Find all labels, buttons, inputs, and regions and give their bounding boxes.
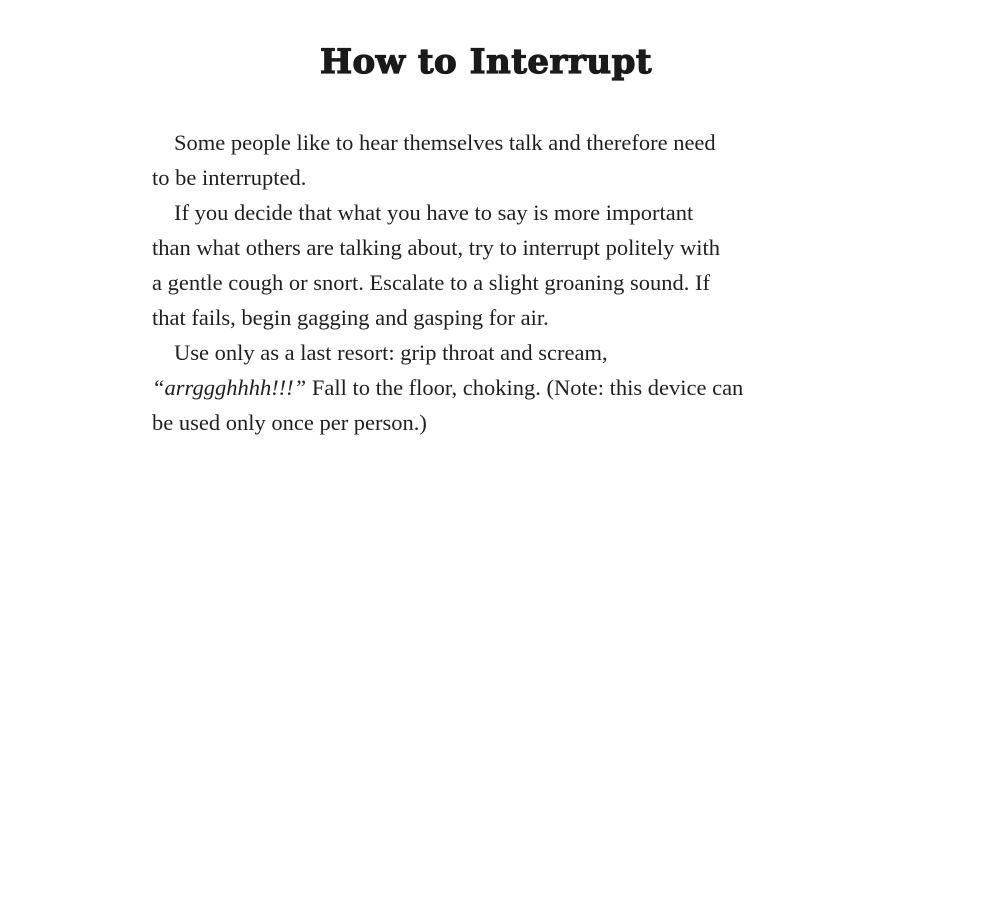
paragraph-line: If you decide that what you have to say is more important xyxy=(174,200,694,225)
page-title: How to Interrupt xyxy=(319,42,653,82)
paragraph-line: than what others are talking about, try to interrupt politely with xyxy=(152,235,720,260)
paragraph-line: to be interrupted. xyxy=(152,165,307,190)
paragraph-line-with-exclamation xyxy=(152,370,832,405)
paragraph-line: Use only as a last resort: grip throat and scream, xyxy=(174,340,608,365)
paragraph-3 xyxy=(152,335,832,440)
paragraph-line: a gentle cough or snort. Escalate to a slight groaning sound. If xyxy=(152,270,710,295)
paragraph-2 xyxy=(152,195,832,335)
body-text xyxy=(152,125,832,440)
paragraph-line: be used only once per person.) xyxy=(152,410,427,435)
paragraph-line: Some people like to hear themselves talk and therefore need xyxy=(174,130,716,155)
paragraph-line-rest: Fall to the floor, choking. (Note: this device can xyxy=(311,375,744,400)
paragraph-line: that fails, begin gagging and gasping for air. xyxy=(152,305,549,330)
paragraph-1 xyxy=(152,125,832,195)
exclamation-text: “arrggghhhh!!!” xyxy=(152,375,307,400)
